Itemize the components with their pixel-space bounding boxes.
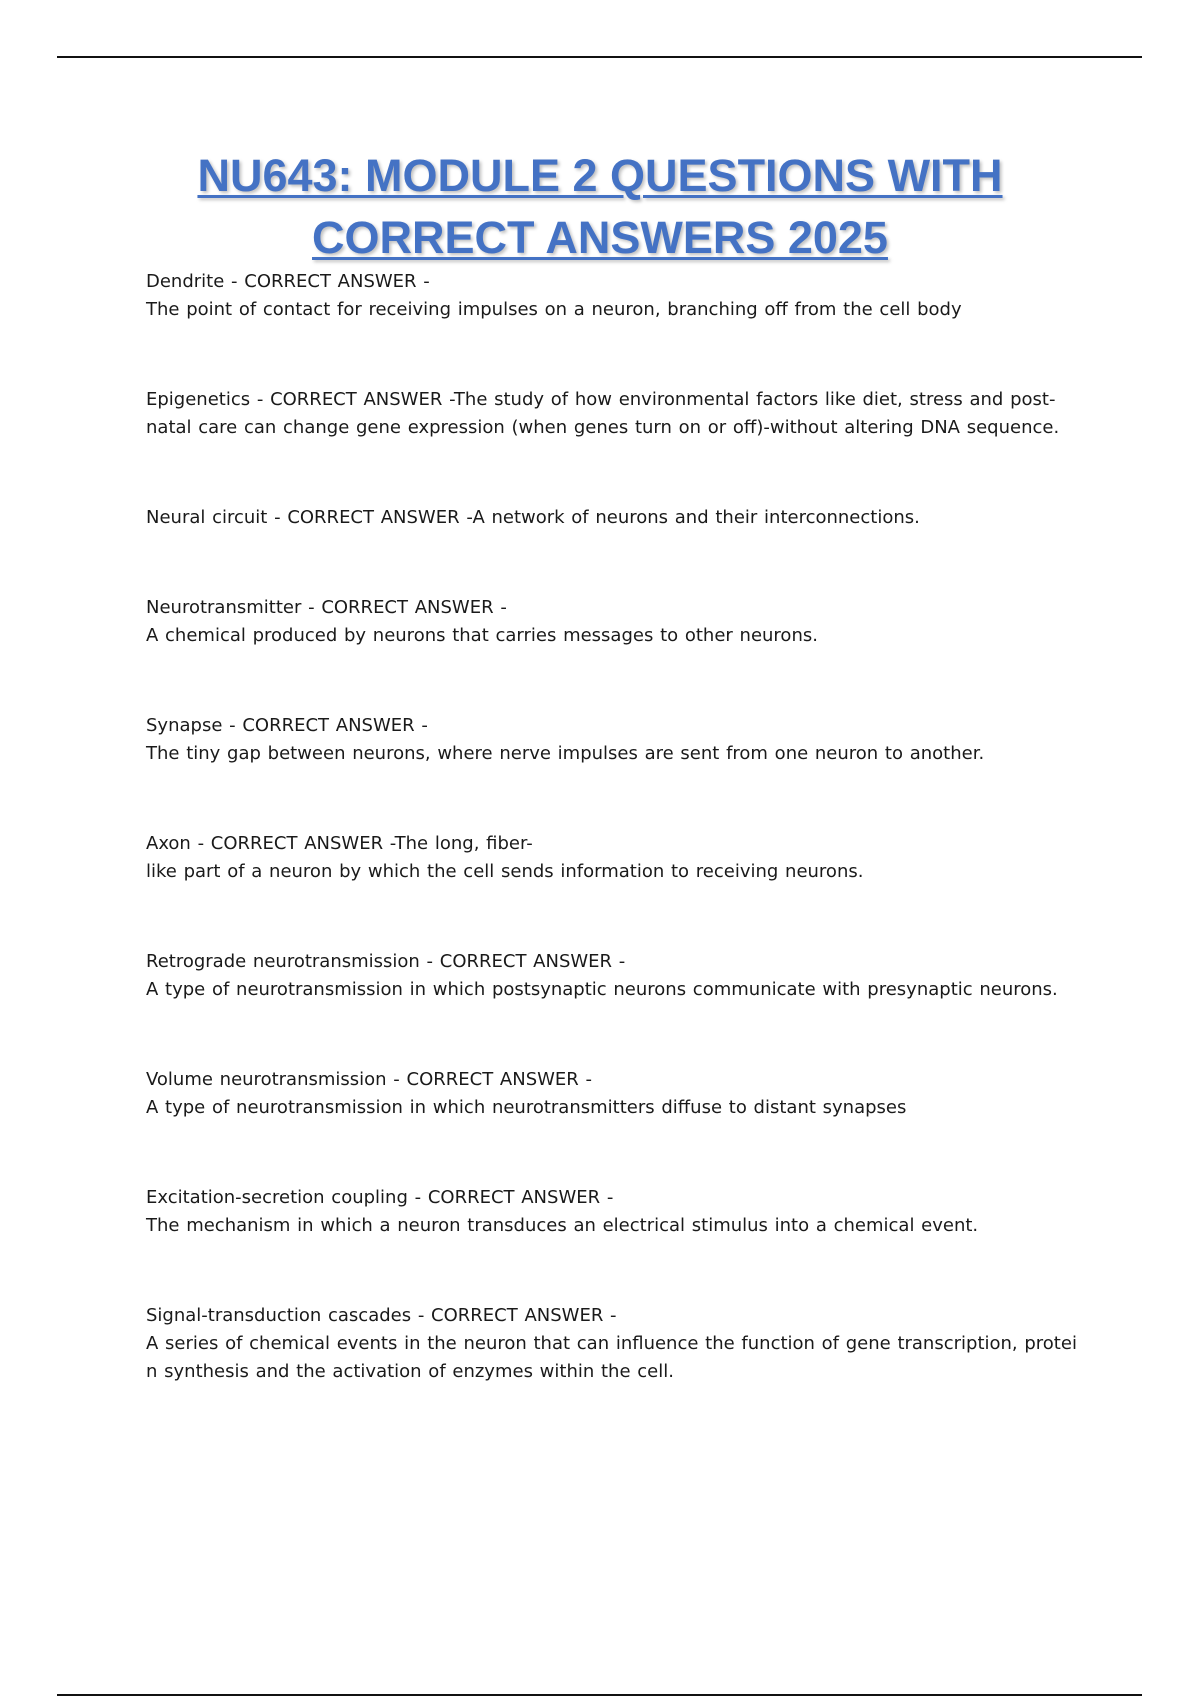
term: Signal-transduction cascades [146, 1305, 412, 1326]
answer-separator: - CORRECT ANSWER - [190, 833, 395, 854]
qa-entry-axon [146, 830, 1086, 886]
definition: The long, fiber- [394, 833, 533, 854]
definition: A type of neurotransmission in which postsynaptic neurons communicate with presynaptic neurons. [146, 979, 1058, 1000]
answer-separator: - CORRECT ANSWER - [386, 1069, 593, 1090]
definition: The mechanism in which a neuron transduces an electrical stimulus into a chemical event. [146, 1215, 979, 1236]
definition: A chemical produced by neurons that carries messages to other neurons. [146, 625, 818, 646]
definition: The study of how environmental factors like diet, stress and post-natal care can change gene expression (when genes turn on or off)-without altering DNA sequence. [146, 389, 1060, 438]
qa-entry-excitation-secretion-coupling [146, 1184, 1086, 1240]
definition: A type of neurotransmission in which neurotransmitters diffuse to distant synapses [146, 1097, 907, 1118]
definition: The point of contact for receiving impulses on a neuron, branching off from the cell body [146, 299, 962, 320]
term: Axon [146, 833, 191, 854]
answer-separator: - CORRECT ANSWER - [301, 597, 507, 618]
qa-entry-neural-circuit [146, 504, 1086, 532]
definition: A series of chemical events in the neuron that can influence the function of gene transcription, protei [146, 1333, 1077, 1354]
top-rule [57, 56, 1142, 58]
term: Synapse [146, 715, 223, 736]
term: Epigenetics [146, 389, 251, 410]
qa-entry-epigenetics [146, 386, 1086, 442]
document-title [100, 145, 1100, 269]
qa-entry-neurotransmitter [146, 594, 1086, 650]
answer-separator: - CORRECT ANSWER - [267, 507, 473, 528]
term: Neural circuit [146, 507, 268, 528]
bottom-rule [57, 1694, 1142, 1696]
term: Dendrite [146, 271, 225, 292]
title-line-2: CORRECT ANSWERS 2025 [312, 212, 888, 263]
term: Neurotransmitter [146, 597, 302, 618]
qa-entry-volume-neurotransmission [146, 1066, 1086, 1122]
qa-entry-retrograde-neurotransmission [146, 948, 1086, 1004]
answer-separator: - CORRECT ANSWER - [407, 1187, 614, 1208]
qa-list [146, 268, 1086, 1448]
definition-continuation: like part of a neuron by which the cell sends information to receiving neurons. [146, 861, 864, 882]
qa-entry-synapse [146, 712, 1086, 768]
answer-separator: - CORRECT ANSWER - [419, 951, 626, 972]
term: Volume neurotransmission [146, 1069, 387, 1090]
answer-separator: - CORRECT ANSWER - [411, 1305, 617, 1326]
answer-separator: - CORRECT ANSWER - [250, 389, 454, 410]
qa-entry-dendrite [146, 268, 1086, 324]
term: Excitation-secretion coupling [146, 1187, 408, 1208]
definition: The tiny gap between neurons, where nerve impulses are sent from one neuron to another. [146, 743, 985, 764]
definition-continuation: n synthesis and the activation of enzymes within the cell. [146, 1361, 674, 1382]
answer-separator: - CORRECT ANSWER - [222, 715, 428, 736]
answer-separator: - CORRECT ANSWER - [224, 271, 430, 292]
title-line-1: NU643: MODULE 2 QUESTIONS WITH [197, 150, 1003, 201]
term: Retrograde neurotransmission [146, 951, 420, 972]
qa-entry-signal-transduction-cascades [146, 1302, 1086, 1386]
definition: A network of neurons and their interconnections. [472, 507, 920, 528]
